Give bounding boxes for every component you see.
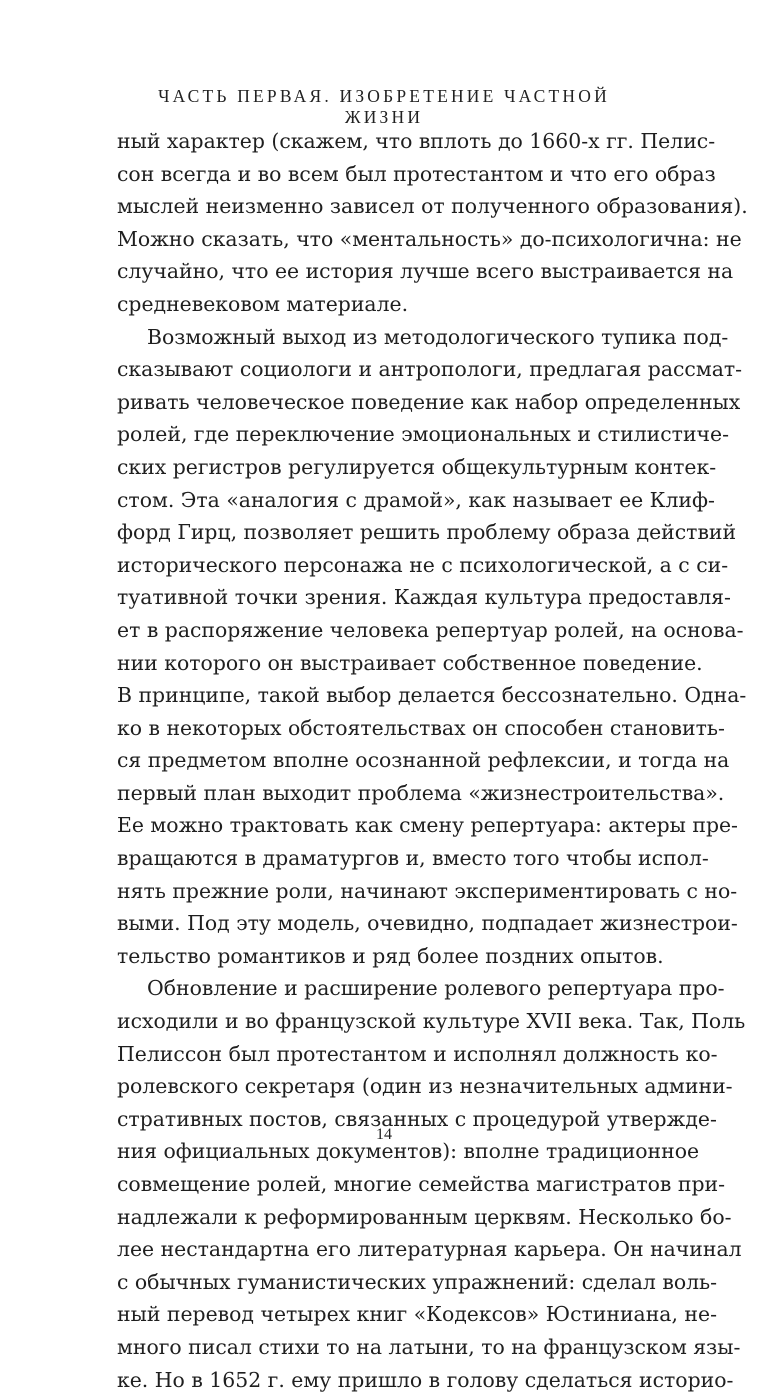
text-line: надлежали к реформированным церквям. Несколько бо- [117,1204,732,1229]
text-line: нять прежние роли, начинают экспериментировать с но- [117,878,738,903]
text-line: ный характер (скажем, что вплоть до 1660-х гг. Пелис- [117,129,716,153]
text-line: много писал стихи то на латыни, то на французском язы- [117,1334,741,1359]
text-line: форд Гирц, позволяет решить проблему образа действий [117,520,737,545]
running-head: ЧАСТЬ ПЕРВАЯ. ИЗОБРЕТЕНИЕ ЧАСТНОЙ ЖИЗНИ [158,86,610,127]
text-line: исторического персонажа не с психологической, а с си- [117,552,729,577]
text-line: тельство романтиков и ряд более поздних опытов. [117,943,664,968]
text-line: ке. Но в 1652 г. ему пришло в голову сделаться историо- [117,1367,734,1392]
page-number: 14 [376,1126,392,1143]
text-line: с обычных гуманистических упражнений: сделал воль- [117,1269,718,1294]
text-line: случайно, что ее история лучше всего выстраивается на [117,259,734,284]
text-line: ролей, где переключение эмоциональных и стилистиче- [117,422,729,447]
text-line: Пелиссон был протестантом и исполнял должность ко- [117,1041,718,1066]
text-line: мыслей неизменно зависел от полученного образования). [117,194,748,219]
text-line: ривать человеческое поведение как набор определенных [117,389,741,414]
text-line: лее нестандартна его литературная карьера. Он начинал [117,1237,742,1262]
text-line: ко в некоторых обстоятельствах он способен становить- [117,715,725,740]
body-text [117,125,748,1396]
text-line: ся предметом вполне осознанной рефлексии, и тогда на [117,748,730,773]
text-line: нии которого он выстраивает собственное поведение. [117,650,703,675]
text-line: Ее можно трактовать как смену репертуара: актеры пре- [117,813,738,838]
text-line: первый план выходит проблема «жизнестроительства». [117,780,725,805]
text-line: ный перевод четырех книг «Кодексов» Юстиниана, не- [117,1302,717,1327]
text-line: ет в распоряжение человека репертуар ролей, на основа- [117,617,744,642]
text-line: Возможный выход из методологического тупика под- [147,324,729,349]
text-line: В принципе, такой выбор делается бессознательно. Одна- [117,683,747,708]
text-line: совмещение ролей, многие семейства магистратов при- [117,1172,725,1196]
text-line: Обновление и расширение ролевого репертуара про- [147,976,725,1001]
text-line: исходили и во французской культуре XVII века. Так, Поль [117,1009,746,1034]
text-line: ских регистров регулируется общекультурным контек- [117,454,717,479]
text-line: сон всегда и во всем был протестантом и что его образ [117,161,716,186]
text-line: стративных постов, связанных с процедурой утвержде- [117,1106,717,1131]
text-line: стом. Эта «аналогия с драмой», как называет ее Клиф- [117,487,715,512]
text-line: вращаются в драматургов и, вместо того чтобы испол- [117,846,709,871]
text-line: ролевского секретаря (один из незначительных админи- [117,1074,733,1099]
text-line: выми. Под эту модель, очевидно, подпадает жизнестрои- [117,911,738,936]
text-line: сказывают социологи и антропологи, предлагая рассмат- [117,357,743,382]
text-line: туативной точки зрения. Каждая культура предоставля- [117,585,731,610]
text-line: ния официальных документов): вполне традиционное [117,1139,700,1164]
text-line: Можно сказать, что «ментальность» до-психологична: не [117,226,742,251]
text-line: средневековом материале. [117,291,409,316]
